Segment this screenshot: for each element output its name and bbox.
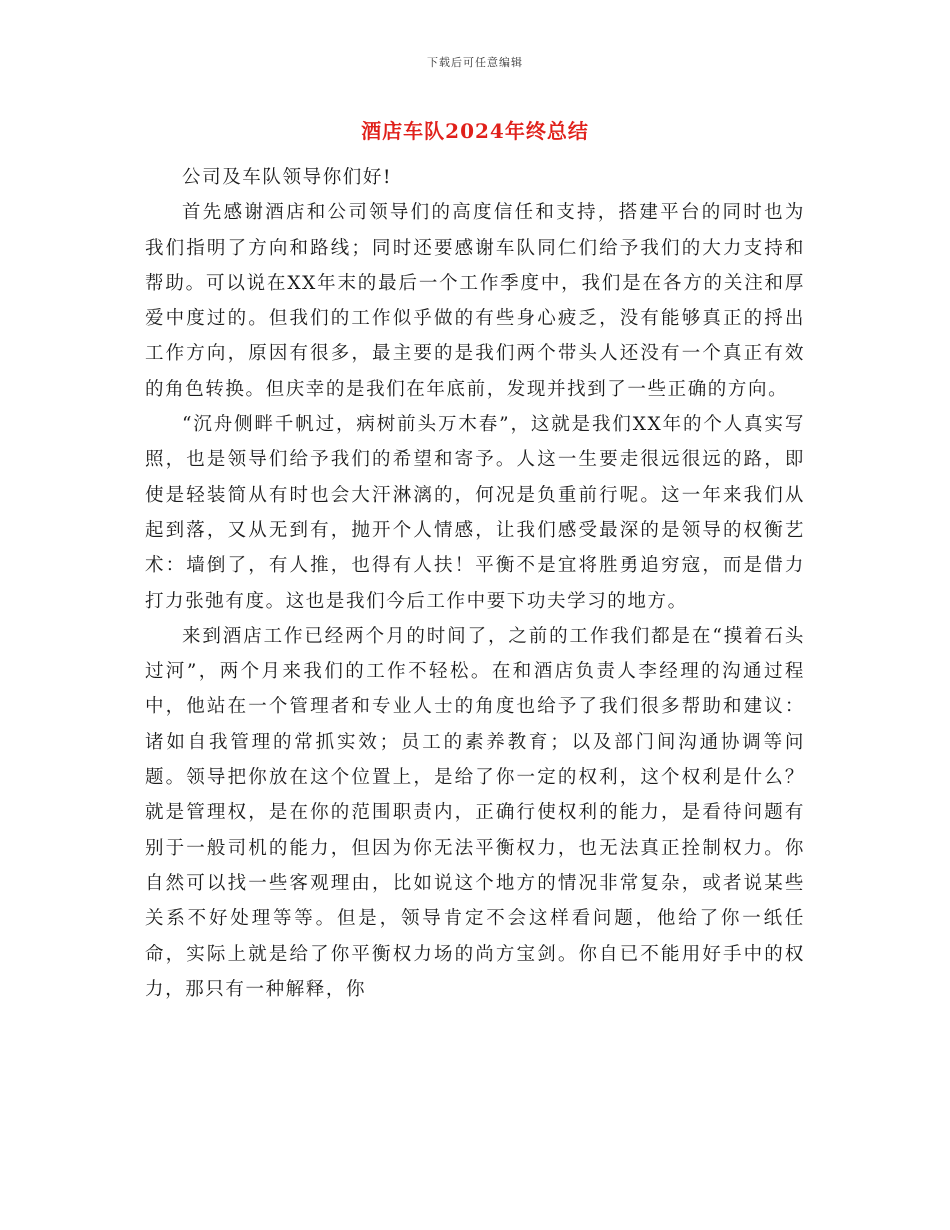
paragraph-greeting: 公司及车队领导你们好! [182, 167, 393, 188]
paragraph-1: 首先感谢酒店和公司领导们的高度信任和支持，搭建平台的同时也为我们指明了方向和路线；同时还要感谢车队同仁们给予我们的大力支持和帮助。可以说在XX年末的最后一个工作季度中，我们是在各方的关注和厚爱中度过的。但我们的工作似乎做的有些身心疲乏，没有能够真正的捋出工作方向，原因有很多，最主要的是我们两个带头人还没有一个真正有效的角色转换。但庆幸的是我们在年底前，发现并找到了一些正确的方向。 [145, 202, 805, 400]
document-body [145, 160, 805, 1007]
paragraph-2: “沉舟侧畔千帆过，病树前头万木春”，这就是我们XX年的个人真实写照，也是领导们给予我们的希望和寄予。人这一生要走很远很远的路，即使是轻装简从有时也会大汗淋漓的，何况是负重前行呢。这一年来我们从起到落，又从无到有，抛开个人情感，让我们感受最深的是领导的权衡艺术：墙倒了，有人推，也得有人扶！平衡不是宜将胜勇追穷寇，而是借力打力张弛有度。这也是我们今后工作中要下功夫学习的地方。 [145, 414, 805, 612]
document-title: 酒店车队2024年终总结 [361, 119, 589, 143]
header-note: 下载后可任意编辑 [427, 56, 523, 69]
paragraph-3: 来到酒店工作已经两个月的时间了，之前的工作我们都是在“摸着石头过河”，两个月来我们的工作不轻松。在和酒店负责人李经理的沟通过程中，他站在一个管理者和专业人士的角度也给予了我们很多帮助和建议：诸如自我管理的常抓实效；员工的素养教育；以及部门间沟通协调等问题。领导把你放在这个位置上，是给了你一定的权利，这个权利是什么？就是管理权，是在你的范围职责内，正确行使权利的能力，是看待问题有别于一般司机的能力，但因为你无法平衡权力，也无法真正拴制权力。你自然可以找一些客观理由，比如说这个地方的情况非常复杂，或者说某些关系不好处理等等。但是，领导肯定不会这样看问题，他给了你一纸任命，实际上就是给了你平衡权力场的尚方宝剑。你自已不能用好手中的权力，那只有一种解释，你 [145, 625, 805, 1000]
